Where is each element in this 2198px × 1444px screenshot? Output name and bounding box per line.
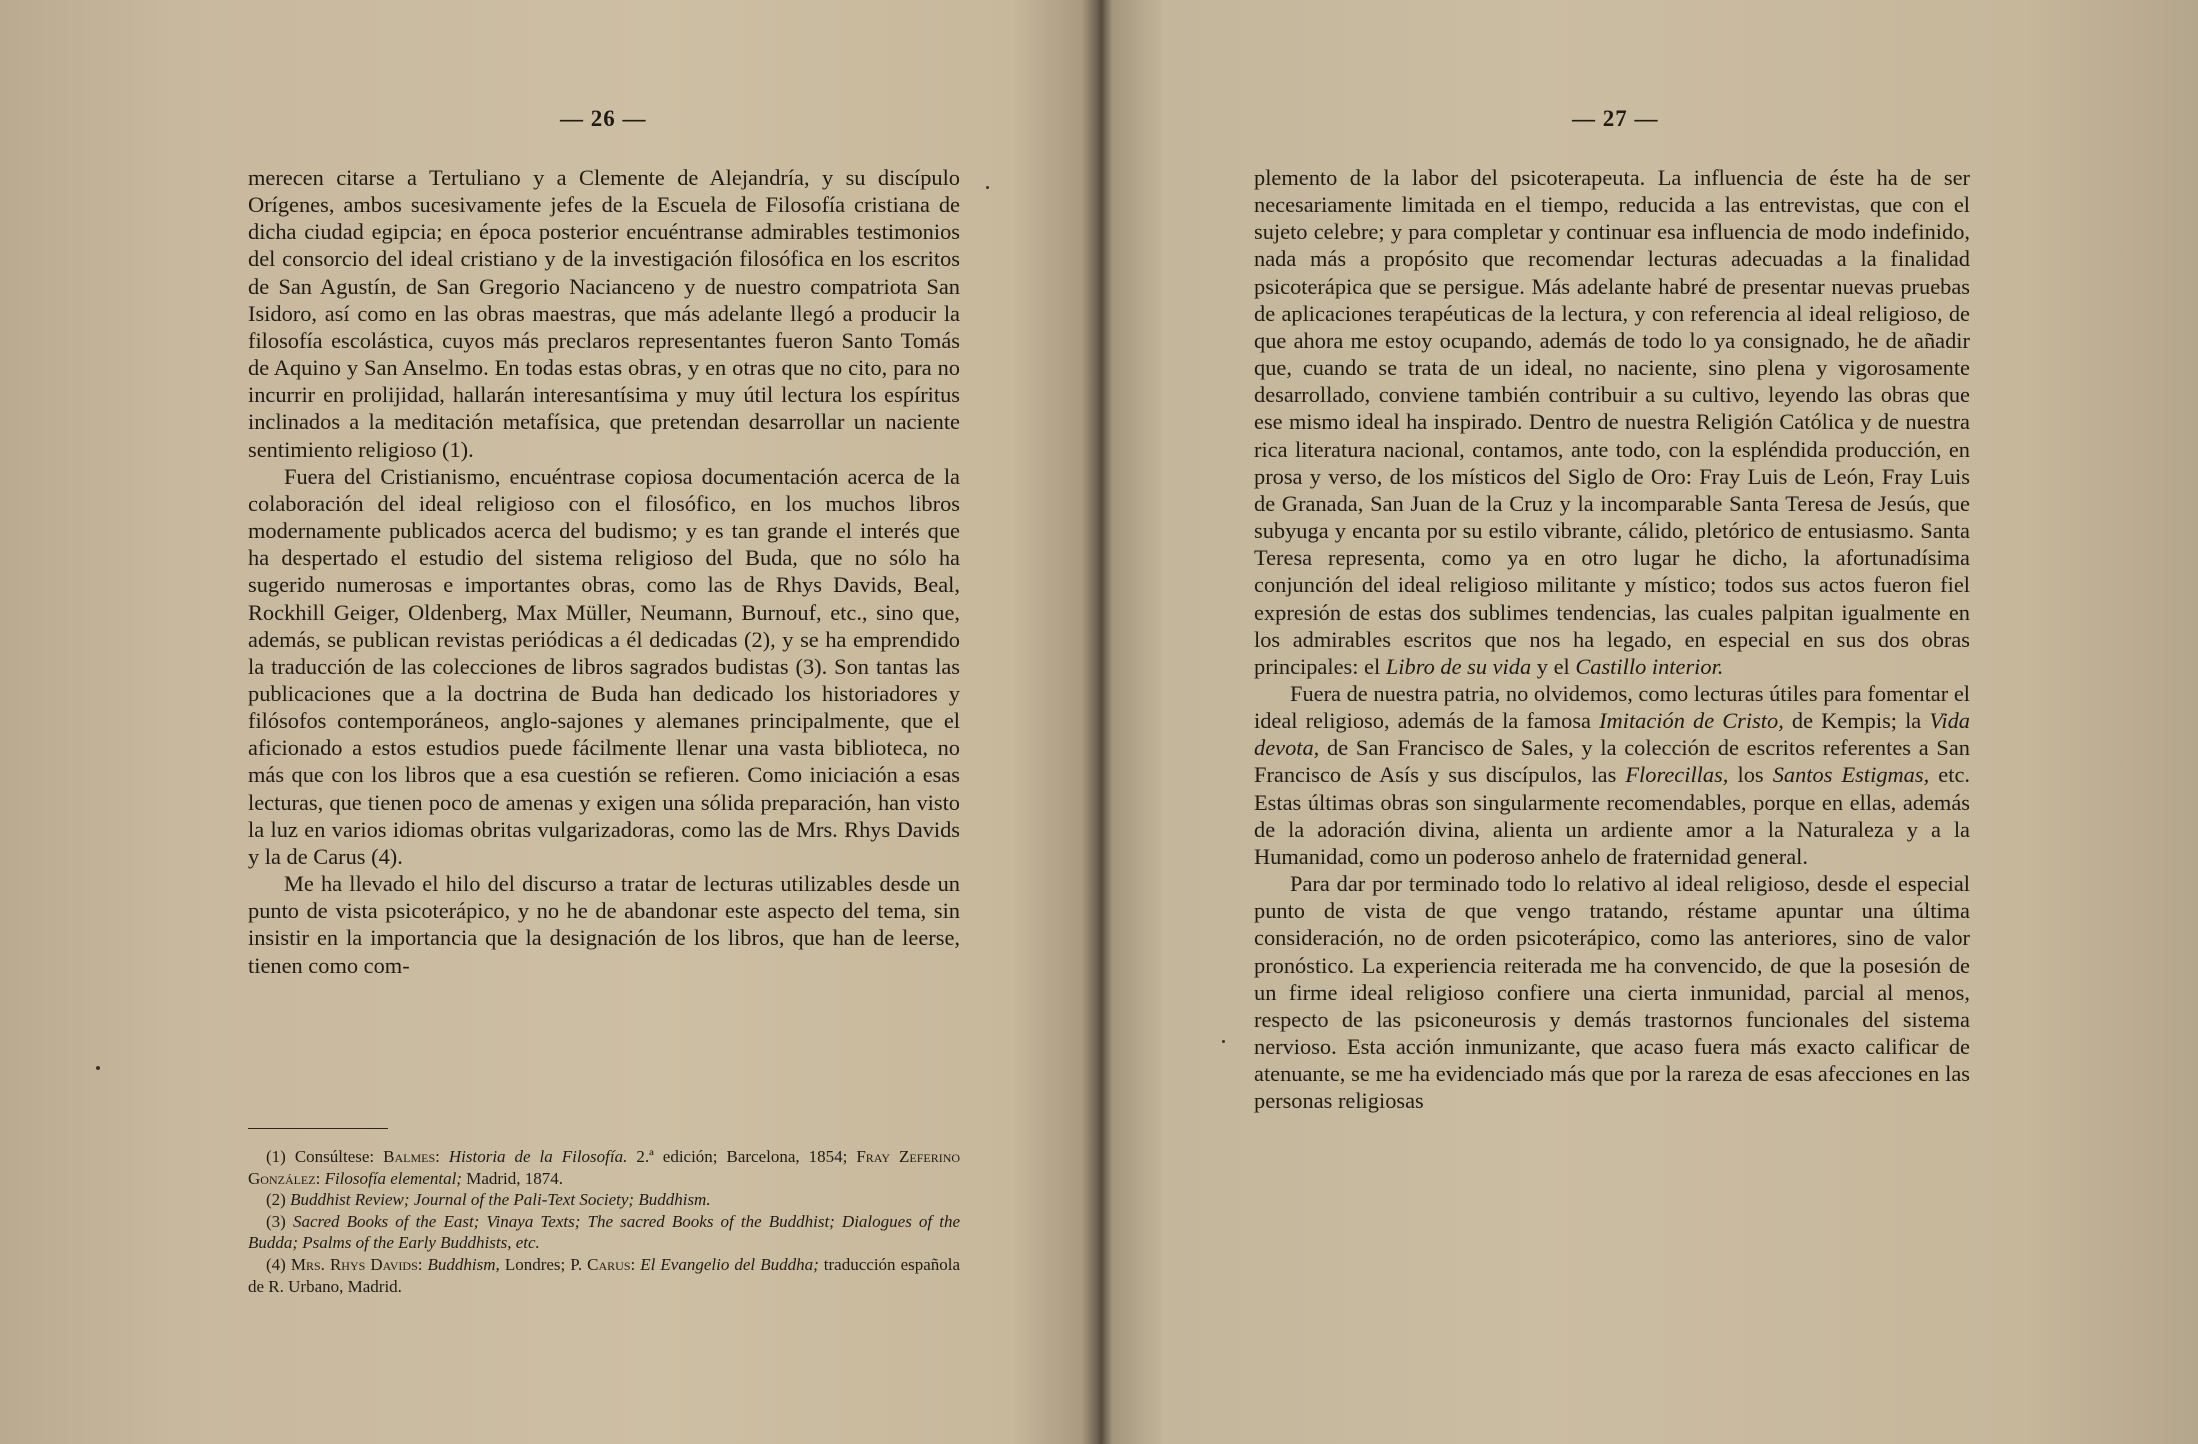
paper-speck (96, 1066, 100, 1070)
footnote (248, 1211, 960, 1254)
body-text (1254, 164, 1970, 1114)
paragraph: merecen citarse a Tertuliano y a Clemente de Alejandría, y su discípulo Orígenes, ambos sucesivamente jefes de la Escuela de Filosofía cristiana de dicha ciudad egipcia; en época posterior encuéntranse admirables testimonios del consorcio del ideal cristiano y de la investigación filosófica en los escritos de San Agustín, de San Gregorio Nacianceno y de nuestro compatriota San Isidoro, así como en las obras maestras, que más adelante llegó a producir la filosofía escolástica, cuyos más preclaros representantes fueron Santo Tomás de Aquino y San Anselmo. En todas estas obras, y en otras que no cito, para no incurrir en prolijidad, hallarán interesantísima y muy útil lectura los espíritus inclinados a la meditación metafísica, que pretendan desarrollar un naciente sentimiento religioso (1). (248, 165, 960, 462)
book-title: Historia de la Filosofía. (448, 1147, 628, 1166)
footnote-text: Consúltese: (294, 1147, 375, 1166)
book-title: Castillo interior. (1575, 653, 1724, 679)
paper-speck (1222, 1040, 1225, 1043)
page-number: — 26 — (560, 106, 647, 131)
author-name: P. Carus: (570, 1254, 636, 1274)
footnote (248, 1254, 960, 1297)
book-title: Vida devota, (1254, 708, 1970, 761)
footnote (248, 1146, 960, 1189)
footnotes (248, 1146, 960, 1297)
book-title: Santos Estigmas, (1772, 762, 1930, 788)
right-page (1102, 0, 2198, 1444)
text-run: de Kempis; la (1791, 708, 1922, 734)
book-title: Libro de su vida (1385, 653, 1532, 679)
footnote-number: (1) (266, 1147, 286, 1166)
text-run: Fuera de nuestra patria, no olvidemos, como lecturas útiles para fomentar el ideal religioso, además de la famosa (1254, 680, 1970, 734)
footnote-text: Madrid, 1874. (466, 1168, 564, 1188)
left-page (0, 0, 1098, 1444)
text-run: plemento de la labor del psicoterapeuta. La influencia de éste ha de ser necesariamente limitada en el tiempo, reducida a las entrevistas, que con el sujeto celebre; y para completar y continuar esa influencia de modo indefinido, nada más a propósito que recomendar lecturas adecuadas a la finalidad psicoterápica que se persigue. Más adelante habré de presentar nuevas pruebas de aplicaciones terapéuticas de la lectura, y con referencia al ideal religioso, de que ahora me estoy ocupando, además de todo lo ya consignado, he de añadir que, cuando se trata de un ideal, no naciente, sino plena y vigorosamente desarrollado, conviene también contribuir a su cultivo, leyendo las obras que ese mismo ideal ha inspirado. Dentro de nuestra Religión Católica y de nuestra rica literatura nacional, contamos, ante todo, con la espléndida producción, en prosa y verso, de los místicos del Siglo de Oro: Fray Luis de León, Fray Luis de Granada, San Juan de la Cruz y la incomparable Santa Teresa de Jesús, que subyuga y encanta por su estilo vibrante, cálido, pletórico de entusiasmo. Santa Teresa representa, como ya en otro lugar he dicho, la afortunadísima conjunción del ideal religioso militante y místico; todos sus actos fueron fiel expresión de estas dos sublimes tendencias, las cuales palpitan igualmente en los admirables escritos que nos ha legado, en especial en sus dos obras principales: el (1254, 165, 1970, 679)
footnote (248, 1189, 960, 1211)
paragraph: Me ha llevado el hilo del discurso a tratar de lecturas utilizables desde un punto de vista psicoterápico, y no he de abandonar este aspecto del tema, sin insistir en la importancia que la designación de los libros, que han de leerse, tienen como com- (248, 871, 960, 978)
footnote-divider (248, 1128, 388, 1129)
footnote-text: 2.ª edición; Barcelona, 1854; (636, 1147, 848, 1166)
paragraph (1254, 680, 1970, 870)
book-title: El Evangelio del Buddha; (640, 1254, 819, 1274)
footnote-number: (4) (266, 1254, 286, 1274)
text-run: y el (1536, 653, 1570, 679)
book-title: Imitación de Cristo, (1599, 708, 1784, 734)
author-name: Fray Zeferino González: (248, 1147, 961, 1188)
book-title: Buddhist Review; Journal of the Pali-Text Society; Buddhism. (290, 1190, 711, 1210)
paper-speck (986, 186, 989, 189)
author-name: Balmes: (383, 1147, 440, 1166)
text-run: de San Francisco de Sales, y la colección de escritos referentes a San Francisco de Asís y sus discípulos, las (1254, 735, 1970, 788)
author-name: Mrs. Rhys Davids: (290, 1254, 423, 1274)
paragraph: Para dar por terminado todo lo relativo al ideal religioso, desde el especial punto de vista de que vengo tratando, réstame apuntar una última consideración, no de orden psicoterápico, como las anteriores, sino de valor pronóstico. La experiencia reiterada me ha convencido, de que la posesión de un firme ideal religioso confiere una cierta inmunidad, parcial al menos, respecto de las psiconeurosis y demás trastornos funcionales del sistema nervioso. Esta acción inmunizante, que acaso fuera más exacto calificar de atenuante, se me ha evidenciado más que por la rareza de esas afecciones en las personas religiosas (1254, 871, 1970, 1114)
text-run: los (1737, 762, 1764, 788)
page-number: — 27 — (1572, 106, 1659, 131)
paragraph (1254, 164, 1970, 680)
footnote-text: Londres; (504, 1254, 566, 1274)
footnote-text: traducción española de R. Urbano, Madrid. (248, 1254, 961, 1296)
body-text (248, 164, 960, 979)
paragraph: Fuera del Cristianismo, encuéntrase copiosa documentación acerca de la colaboración del ideal religioso con el filosófico, en los muchos libros modernamente publicados acerca del budismo; y es tan grande el interés que ha despertado el estudio del sistema religioso del Buda, que no sólo ha sugerido numerosas e importantes obras, como las de Rhys Davids, Beal, Rockhill Geiger, Oldenberg, Max Müller, Neumann, Burnouf, etc., sino que, además, se publican revistas periódicas a él dedicadas (2), y se ha emprendido la traducción de las colecciones de libros sagrados budistas (3). Son tantas las publicaciones que a la doctrina de Buda han dedicado los historiadores y filósofos contemporáneos, anglo-sajones y alemanes principalmente, que el aficionado a estos estudios puede fácilmente llenar una vasta biblioteca, no más que con los libros que a esa cuestión se refieren. Como iniciación a esas lecturas, que tienen poco de amenas y exigen una sólida preparación, han visto la luz en varios idiomas obritas vulgarizadoras, como las de Mrs. Rhys Davids y la de Carus (4). (248, 463, 960, 869)
footnote-number: (2) (266, 1190, 286, 1210)
book-title: Sacred Books of the East; Vinaya Texts; The sacred Books of the Buddhist; Dialogues of the Budda; Psalms of the Early Buddhists, etc. (248, 1211, 961, 1253)
book-title: Florecillas, (1625, 762, 1729, 788)
footnote-number: (3) (266, 1211, 286, 1231)
book-title: Filosofía elemental; (324, 1168, 462, 1188)
book-title: Buddhism, (427, 1254, 500, 1274)
text-run: etc. Estas últimas obras son singularmente recomendables, porque en ellas, además de la adoración divina, alienta un ardiente amor a la Naturaleza y a la Humanidad, como un poderoso anhelo de fraternidad general. (1254, 762, 1970, 869)
